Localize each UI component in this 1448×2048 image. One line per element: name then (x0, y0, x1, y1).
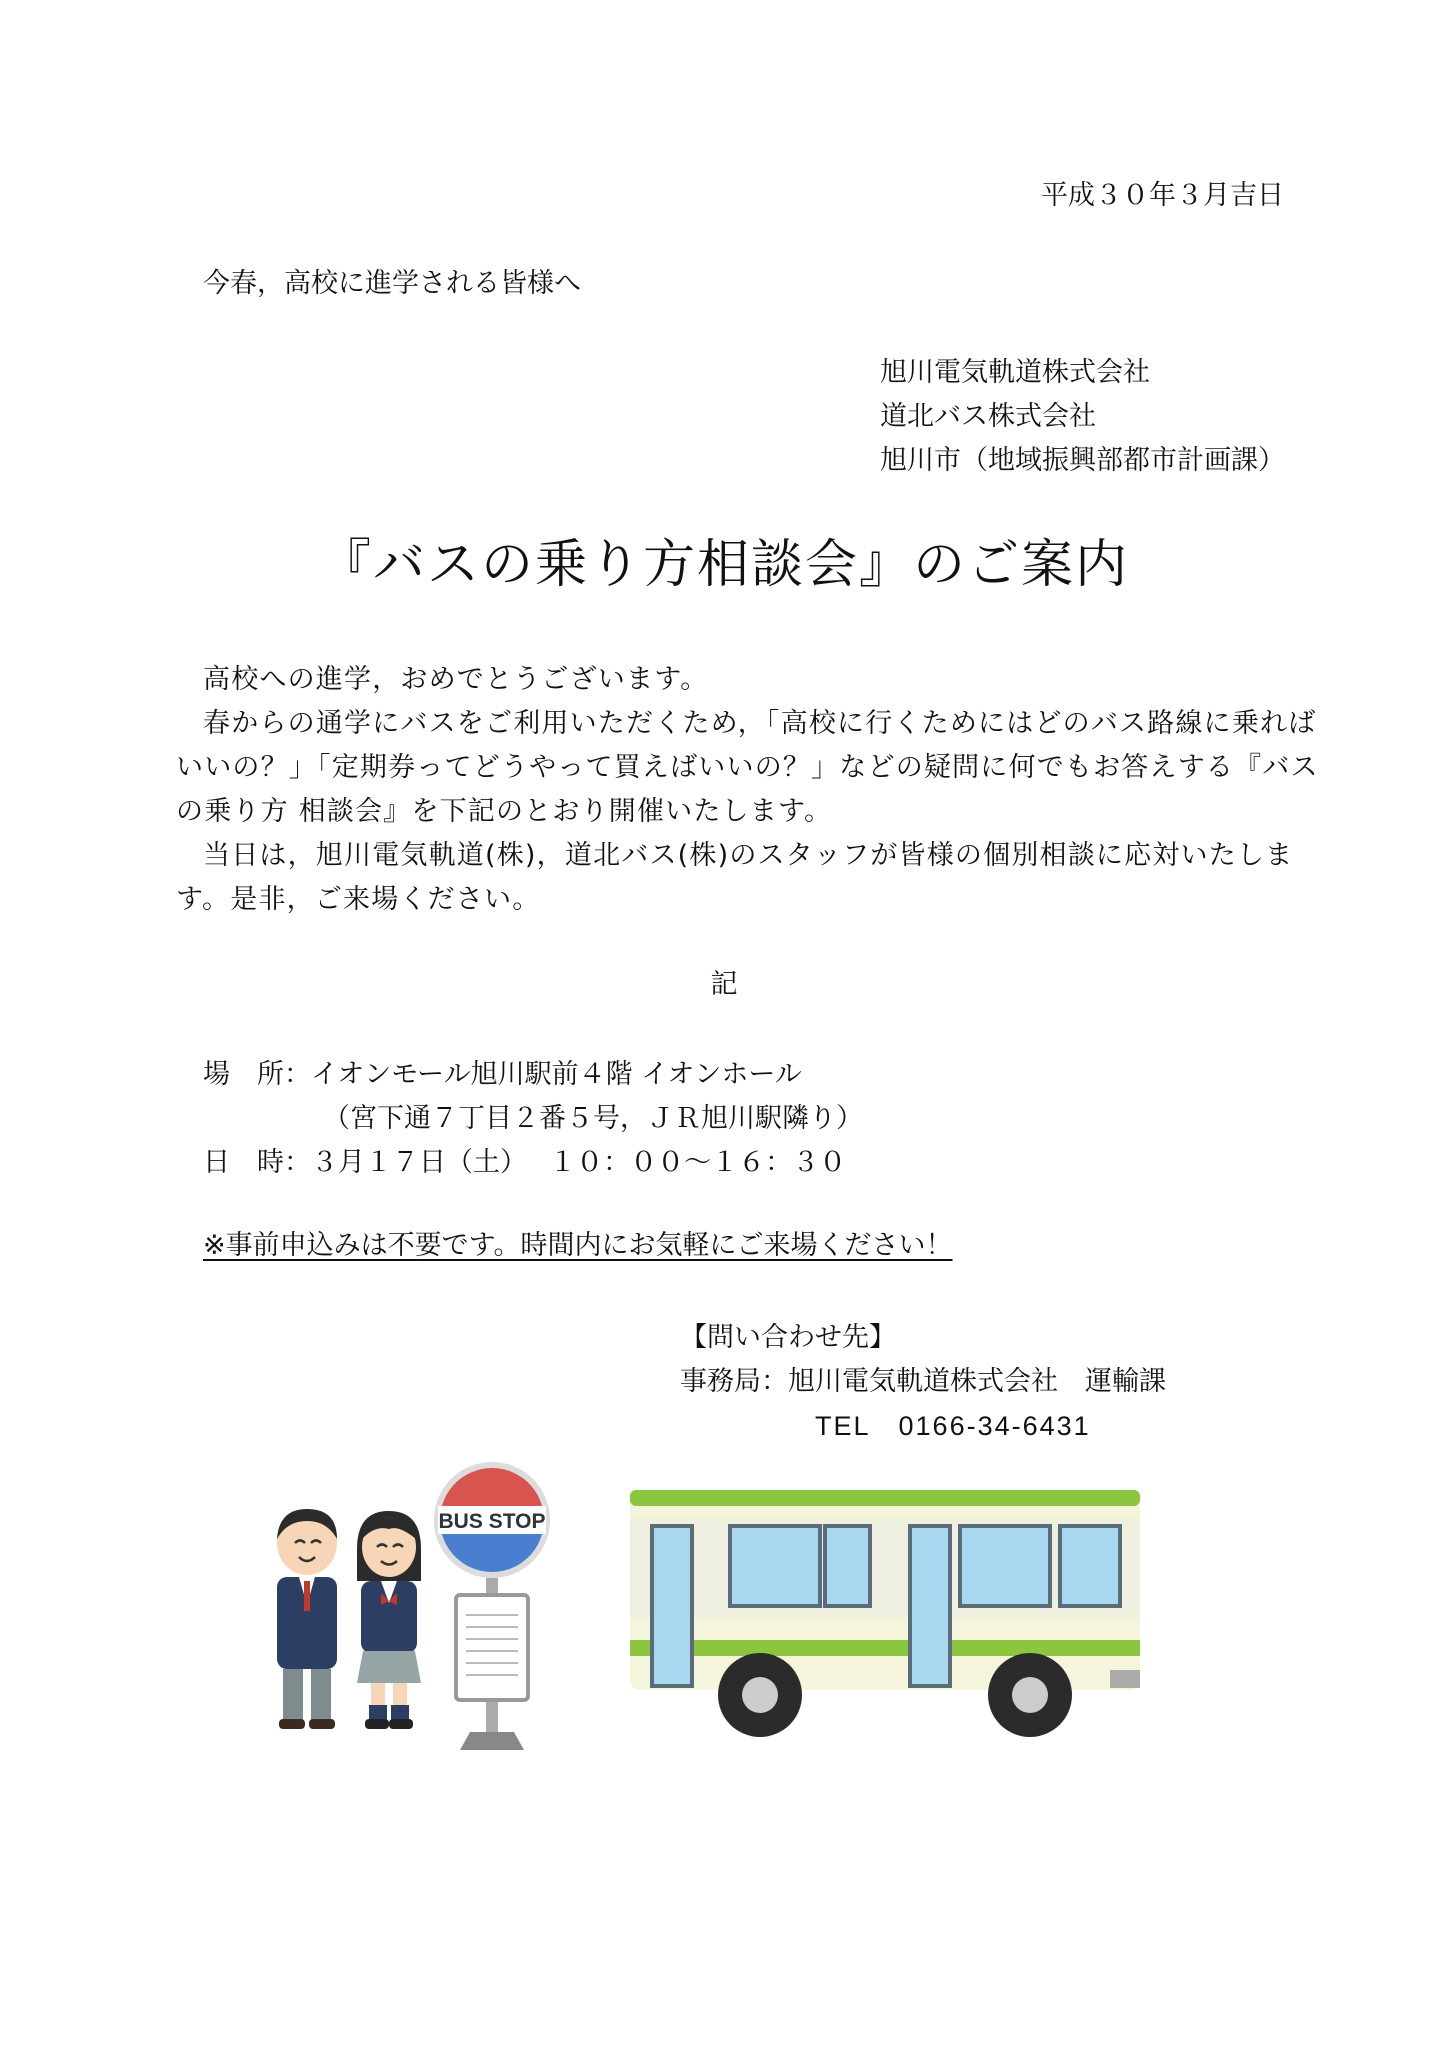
contact-office: 事務局：旭川電気軌道株式会社 運輸課 (680, 1366, 1166, 1397)
bus-illustration (630, 1490, 1150, 1750)
bus-stop-sign-illustration (430, 1460, 555, 1750)
ki-heading: 記 (710, 969, 738, 1000)
bus-wheel-front-icon (718, 1653, 802, 1737)
paragraph-congrats: 高校への進学，おめでとうございます。 (203, 664, 709, 695)
event-details (203, 1053, 863, 1185)
issuer-3: 旭川市（地域振興部都市計画課） (880, 445, 1285, 476)
notice-text: ※事前申込みは不要です。時間内にお気軽にご来場ください！ (203, 1230, 953, 1261)
event-place: 場 所：イオンモール旭川駅前４階 イオンホール (203, 1059, 802, 1090)
document-date: 平成３０年３月吉日 (1041, 180, 1284, 211)
event-address: （宮下通７丁目２番５号，ＪＲ旭川駅隣り） (323, 1103, 863, 1134)
issuer-2: 道北バス株式会社 (880, 401, 1096, 432)
issuer-block (880, 351, 1285, 483)
paragraph-purpose: 春からの通学にバスをご利用いただくため，「高校に行くためにはどのバス路線に乗ればいいの？」「定期券ってどうやって買えばいいの？」などの疑問に何でもお答えする『バスの乗り方 相談会』を下記のとおり開催いたします。 (176, 708, 1319, 827)
document-title: 『バスの乗り方相談会』のご案内 (318, 535, 1129, 595)
event-datetime: 日 時：３月１７日（土） １０：００～１６：３０ (203, 1147, 847, 1178)
body-text (176, 658, 1324, 922)
contact-heading: 【問い合わせ先】 (680, 1322, 896, 1353)
bus-wheel-rear-icon (988, 1653, 1072, 1737)
issuer-1: 旭川電気軌道株式会社 (880, 357, 1150, 388)
bus-stop-sign-text: BUS STOP (438, 1510, 546, 1533)
contact-tel: TEL 0166-34-6431 (815, 1411, 1091, 1441)
paragraph-staff: 当日は，旭川電気軌道(株)，道北バス(株)のスタッフが皆様の個別相談に応対いたします。是非，ご来場ください。 (176, 840, 1294, 915)
greeting: 今春，高校に進学される皆様へ (203, 268, 581, 299)
girl-student-icon (357, 1511, 421, 1729)
contact-block (680, 1316, 1166, 1448)
students-illustration (265, 1505, 435, 1735)
boy-student-icon (277, 1509, 337, 1729)
